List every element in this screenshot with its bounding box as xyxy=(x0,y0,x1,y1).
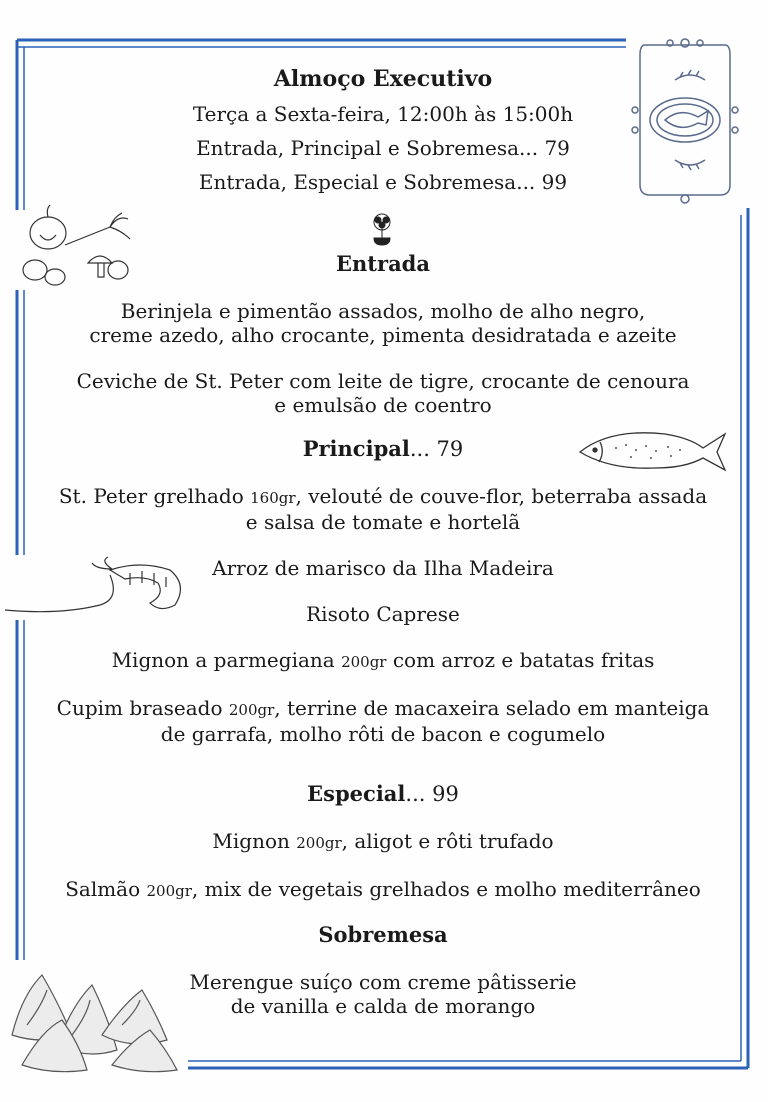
text-part: Salmão xyxy=(65,877,147,901)
text-part: , aligot e rôti trufado xyxy=(341,829,554,853)
entrada-item-1-line1: Berinjela e pimentão assados, molho de alho negro, xyxy=(120,299,646,323)
combo-especial-text: Entrada, Especial e Sobremesa... 99 xyxy=(198,170,568,194)
especial-price: ... 99 xyxy=(405,782,459,806)
sobremesa-heading: Sobremesa xyxy=(318,922,448,947)
weight-label: 200gr xyxy=(228,701,275,719)
especial-item-1 xyxy=(40,829,726,855)
sobremesa-line2: de vanilla e calda de morango xyxy=(230,994,536,1018)
entrada-item-2-line1: Ceviche de St. Peter com leite de tigre, crocante de cenoura xyxy=(76,369,690,393)
weight-label: 200gr xyxy=(296,834,342,852)
text-part: , mix de vegetais grelhados e molho mediterrâneo xyxy=(191,877,701,901)
schedule-text: Terça a Sexta-feira, 12:00h às 15:00h xyxy=(192,102,574,126)
text-part: Mignon xyxy=(212,829,297,853)
text-part: , terrine de macaxeira selado em manteiga xyxy=(274,696,710,720)
entrada-heading: Entrada xyxy=(336,251,430,276)
principal-item-1-line2: e salsa de tomate e hortelã xyxy=(245,510,521,534)
principal-item-2: Arroz de marisco da Ilha Madeira xyxy=(212,556,554,580)
principal-item-5-line1 xyxy=(40,696,726,722)
principal-item-5-line2: de garrafa, molho rôti de bacon e cogumelo xyxy=(160,722,606,746)
principal-item-4 xyxy=(40,648,726,674)
principal-item xyxy=(40,696,726,746)
especial-item-2 xyxy=(40,877,726,903)
text-part: Cupim braseado xyxy=(56,696,229,720)
text-part: Mignon a parmegiana xyxy=(111,648,342,672)
weight-label: 200gr xyxy=(341,653,387,671)
sobremesa-line1: Merengue suíço com creme pâtisserie xyxy=(189,970,577,994)
weight-label: 160gr xyxy=(250,489,296,507)
principal-heading-label: Principal xyxy=(302,436,410,461)
especial-heading-label: Especial xyxy=(307,781,406,806)
entrada-item xyxy=(40,299,726,347)
principal-heading xyxy=(40,435,726,463)
weight-label: 200gr xyxy=(146,882,192,900)
especial-heading xyxy=(40,780,726,808)
combo-principal-text: Entrada, Principal e Sobremesa... 79 xyxy=(196,136,570,160)
principal-item-1-line1 xyxy=(40,484,726,510)
text-part: , velouté de couve-flor, beterraba assada xyxy=(295,484,708,508)
text-part: St. Peter grelhado xyxy=(58,484,251,508)
sobremesa-item xyxy=(40,970,726,1018)
entrada-item-2-line2: e emulsão de coentro xyxy=(274,393,492,417)
principal-price: ... 79 xyxy=(409,437,464,461)
menu-title: Almoço Executivo xyxy=(273,66,493,92)
entrada-item xyxy=(40,369,726,417)
text-part: com arroz e batatas fritas xyxy=(386,648,655,672)
principal-item xyxy=(40,484,726,534)
principal-item-3: Risoto Caprese xyxy=(306,602,460,626)
entrada-item-1-line2: creme azedo, alho crocante, pimenta desidratada e azeite xyxy=(89,323,677,347)
menu-content xyxy=(40,60,726,1018)
